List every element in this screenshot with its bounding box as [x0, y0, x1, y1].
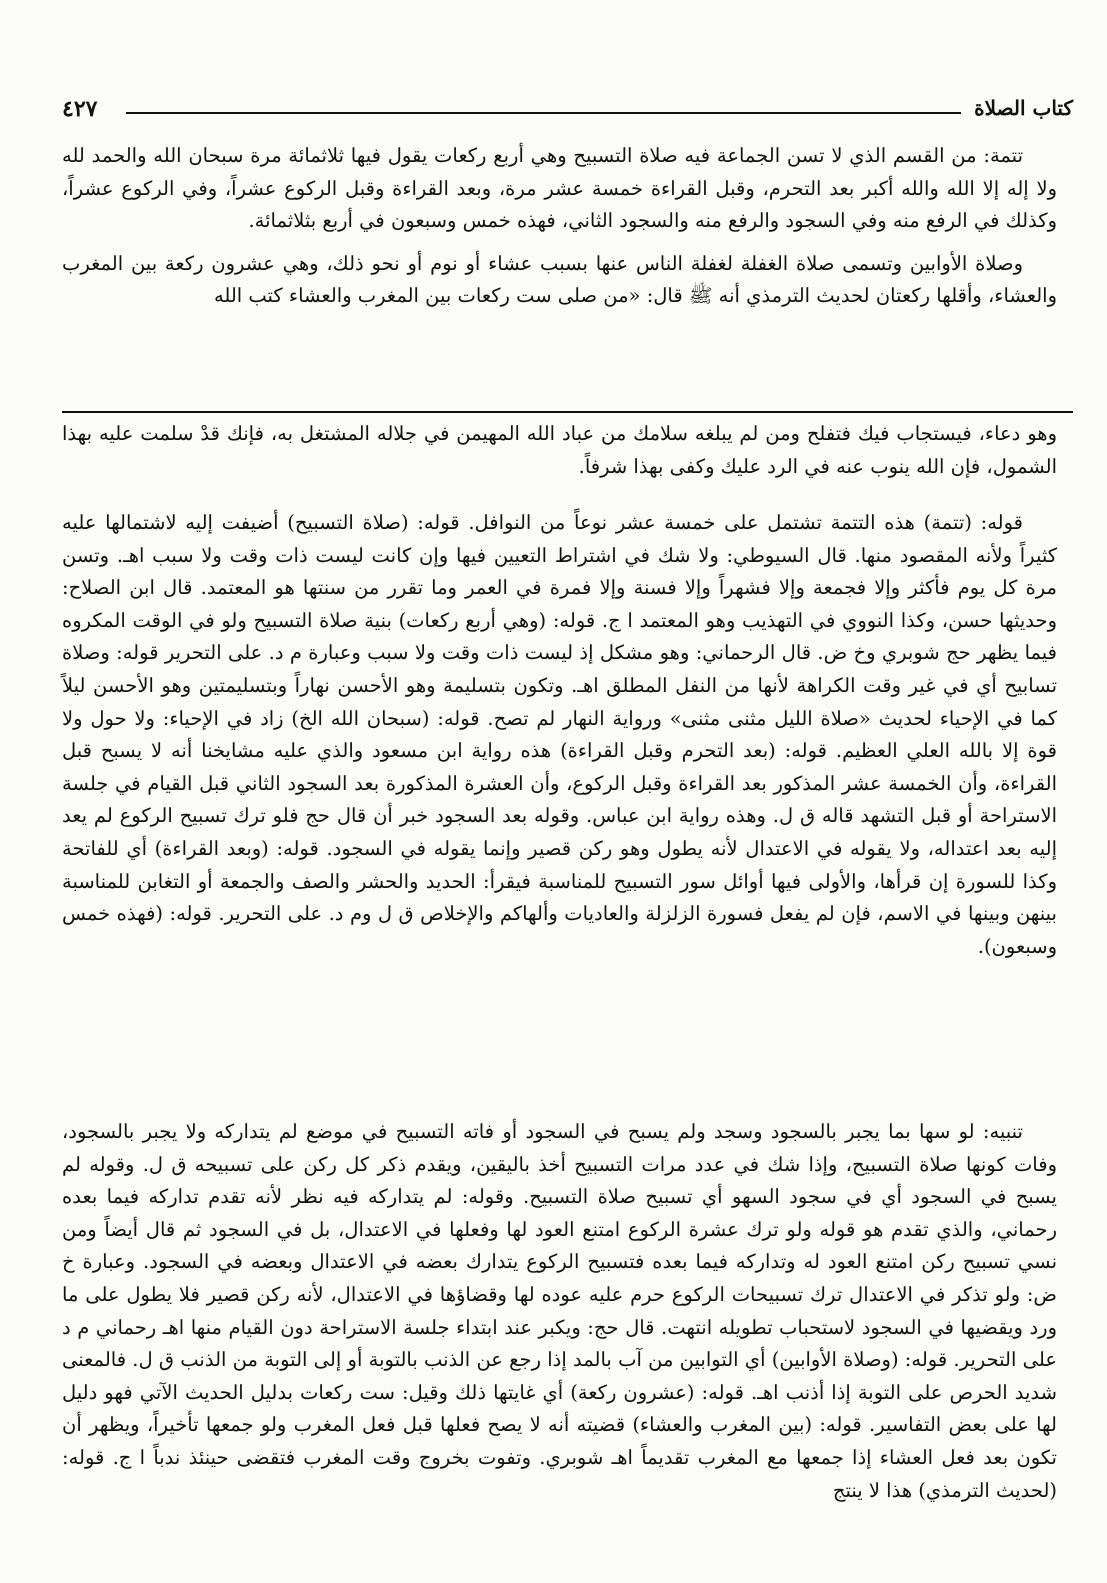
- main-paragraph-tatimma: تتمة: من القسم الذي لا تسن الجماعة فيه صلاة التسبيح وهي أربع ركعات يقول فيها ثلاثمائة مرة سبحان الله والحمد لله ولا إله إلا الله والله أكبر بعد التحرم، وقبل القراءة خمسة عشر مرة، وبعد القراءة وقبل الركوع عشراً، وفي الركوع عشراً، وكذلك في الرفع منه وفي السجود والرفع منه والسجود الثاني، فهذه خمس وسبعون في أربع بثلاثمائة.: [62, 144, 1057, 233]
- commentary-paragraph-2: تنبيه: لو سها بما يجبر بالسجود وسجد ولم يسبح في السجود أو فاته التسبيح في موضع لم يتداركه ولا يجبر بالسجود، وفات كونها صلاة التسبيح، وإذا شك في عدد مرات التسبيح أخذ باليقين، ويقدم ذكر كل ركن على تسبيحه ق ل. وقوله لم يسبح في السجود أي في سجود السهو أي تسبيح صلاة التسبيح. وقوله: لم يتداركه فيه نظر لأنه تقدم تداركه فيما بعده رحماني، والذي تقدم هو قوله ولو ترك عشرة الركوع امتنع العود لها وفعلها في الاعتدال، بل في السجود ثم قال أيضاً ومن نسي تسبيح ركن امتنع العود له وتداركه فيما بعده فتسبيح الركوع يتدارك بعضه في الاعتدال وبعضه في السجود. وعبارة خ ض: ولو تذكر في الاعتدال ترك تسبيحات الركوع حرم عليه عوده لها وقضاؤها في الاعتدال، لأنه ركن قصير فلا يطول على ما ورد ويقضيها في السجود لاستحباب تطويله انتهت. قال حج: ويكبر عند ابتداء جلسة الاستراحة دون القيام منها اهـ رحماني م د على التحرير. قوله: (وصلاة الأوابين) أي التوابين من آب بالمد إذا رجع عن الذنب بالتوبة أو إلى التوبة من الذنب ق ل. فالمعنى شديد الحرص على التوبة إذا أذنب اهـ. قوله: (عشرون ركعة) أي غايتها ذلك وقيل: ست ركعات بدليل الحديث الآتي فهو دليل لها على بعض التفاسير. قوله: (بين المغرب والعشاء) قضيته أنه لا يصح فعلها قبل فعل المغرب ولو جمعها تأخيراً، ويظهر أن تكون بعد فعل العشاء إذا جمعها مع المغرب تقديماً اهـ شوبري. وتفوت بخروج وقت المغرب فتقضى حينئذ ندباً ا ج. قوله: (لحديث الترمذي) هذا لا ينتج: [62, 1120, 1057, 1502]
- commentary-block-2: [62, 1116, 1057, 1507]
- page-number: ٤٢٧: [62, 96, 98, 122]
- carryover-text: [62, 418, 1057, 483]
- book-title: كتاب الصلاة: [974, 96, 1073, 120]
- commentary-block-1: [62, 507, 1057, 963]
- page-header: [62, 96, 1073, 126]
- main-paragraph-awwabin: وصلاة الأوابين وتسمى صلاة الغفلة لغفلة الناس عنها بسبب عشاء أو نوم أو نحو ذلك، وهي عشرون ركعة بين المغرب والعشاء، وأقلها ركعتان لحديث الترمذي أنه ﷺ قال: «من صلى ست ركعات بين المغرب والعشاء كتب الله: [62, 251, 1057, 308]
- carryover-paragraph: وهو دعاء، فيستجاب فيك فتفلح ومن لم يبلغه سلامك من عباد الله المهيمن في جلاله المشتغل به، فإنك قدْ سلمت عليه بهذا الشمول، فإن الله ينوب عنه في الرد عليك وكفى بهذا شرفاً.: [62, 422, 1057, 478]
- commentary-paragraph-1: قوله: (تتمة) هذه التتمة تشتمل على خمسة عشر نوعاً من النوافل. قوله: (صلاة التسبيح) أضيفت إليه لاشتمالها عليه كثيراً ولأنه المقصود منها. قال السيوطي: ولا شك في اشتراط التعيين فيها وإن كانت ليست ذات وقت ولا سبب اهـ. وتسن مرة كل يوم فأكثر وإلا فجمعة وإلا فشهراً وإلا فسنة وإلا فمرة في العمر وما تقرر من سنتها هو المعتمد. قال ابن الصلاح: وحديثها حسن، وكذا النووي في التهذيب وهو المعتمد ا ج. قوله: (وهي أربع ركعات) بنية صلاة التسبيح ولو في الوقت المكروه فيما يظهر حج شوبري وخ ض. قال الرحماني: وهو مشكل إذ ليست ذات وقت ولا سبب وعبارة م د. على التحرير قوله: وصلاة تسابيح أي في غير وقت الكراهة لأنها من النفل المطلق اهـ. وتكون بتسليمة وهو الأحسن نهاراً وبتسليمتين وهو الأحسن ليلاً كما في الإحياء لحديث «صلاة الليل مثنى مثنى» ورواية النهار لم تصح. قوله: (سبحان الله الخ) زاد في الإحياء: ولا حول ولا قوة إلا بالله العلي العظيم. قوله: (بعد التحرم وقبل القراءة) هذه رواية ابن مسعود والذي عليه مشايخنا أنه لا يسبح قبل القراءة، وأن الخمسة عشر المذكور بعد القراءة وقبل الركوع، وأن العشرة المذكورة بعد السجود الثاني قبل القيام في جلسة الاستراحة أو قبل التشهد قاله ق ل. وهذه رواية ابن عباس. وقوله بعد السجود خبر أن قال حج فلو ترك تسبيح الركوع لم يعد إليه بعد اعتداله، ولا يقوله في الاعتدال لأنه يطول وهو ركن قصير وإنما يقوله في السجود. قوله: (وبعد القراءة) أي للفاتحة وكذا للسورة إن قرأها، والأولى فيها أوائل سور التسبيح للمناسبة فيقرأ: الحديد والحشر والصف والجمعة أو التغابن للمناسبة بينهن وبينها في الاسم، فإن لم يفعل فسورة الزلزلة والعاديات وألهاكم والإخلاص ق ل وم د. على التحرير. قوله: (فهذه خمس وسبعون).: [62, 511, 1057, 958]
- footnote-divider: [62, 411, 1073, 413]
- main-text: [62, 140, 1057, 313]
- header-rule: [126, 112, 961, 114]
